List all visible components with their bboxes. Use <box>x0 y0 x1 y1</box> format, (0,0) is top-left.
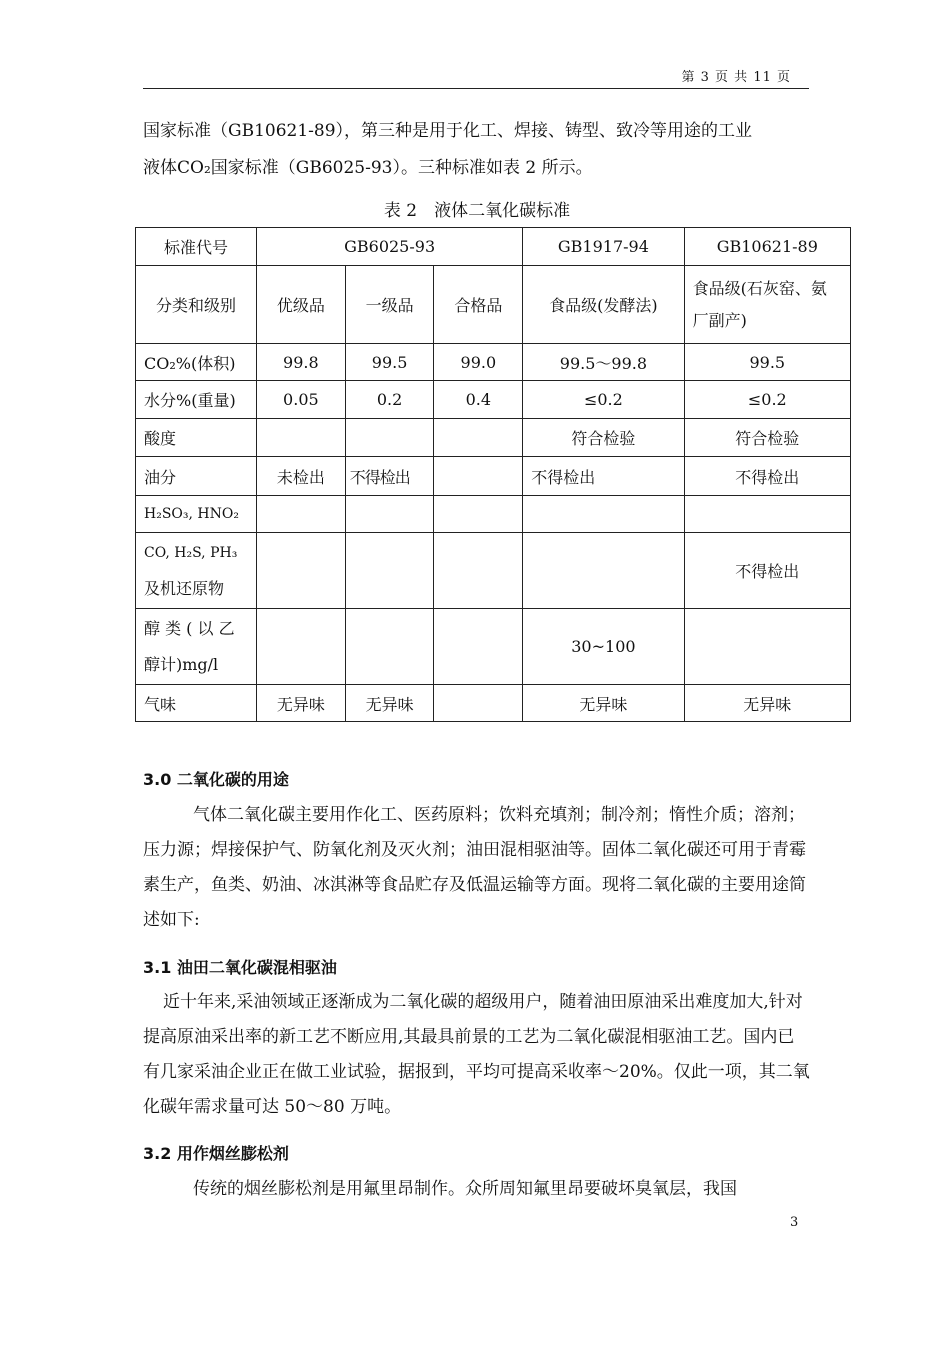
section-3-2-heading: 3.2 用作烟丝膨松剂 <box>143 1144 289 1163</box>
table-cell: 99.5 <box>345 344 434 381</box>
table-cell: 0.2 <box>345 381 434 419</box>
table-cell <box>434 685 523 722</box>
table-cell <box>434 419 523 457</box>
table-cell <box>434 496 523 533</box>
table-cell <box>434 533 523 609</box>
table-cell <box>136 609 257 685</box>
table-cell: 合格品 <box>434 266 523 344</box>
table-row <box>136 419 851 457</box>
table-cell: 无异味 <box>684 685 850 722</box>
alcohol-label-line1: 醇 类 ( 以 乙 <box>144 618 235 638</box>
table-cell: 99.5～99.8 <box>523 344 684 381</box>
table-cell <box>345 496 434 533</box>
intro-line-2: 液体CO₂国家标准（GB6025-93）。三种标准如表 2 所示。 <box>143 158 593 178</box>
table-row <box>136 228 851 266</box>
section-3-0-heading: 3.0 二氧化碳的用途 <box>143 770 289 789</box>
co2-standard-table <box>135 227 851 722</box>
table-cell: 水分%(重量) <box>136 381 257 419</box>
table-row <box>136 381 851 419</box>
alcohol-label-line2: 醇计)mg/l <box>144 654 219 674</box>
page-number: 3 <box>790 1215 799 1230</box>
table-cell: 未检出 <box>257 457 346 496</box>
table-cell: 一级品 <box>345 266 434 344</box>
table-cell: 0.4 <box>434 381 523 419</box>
table-cell: 标准代号 <box>136 228 257 266</box>
table-cell <box>345 609 434 685</box>
table-cell <box>257 419 346 457</box>
table-cell: 0.05 <box>257 381 346 419</box>
page-header-text: 第 3 页 共 11 页 <box>681 70 791 85</box>
table-cell <box>345 533 434 609</box>
table-cell: 食品级(发酵法) <box>523 266 684 344</box>
intro-line-1: 国家标准（GB10621-89），第三种是用于化工、焊接、铸型、致冷等用途的工业 <box>143 121 753 141</box>
table-row <box>136 685 851 722</box>
table-cell: 99.0 <box>434 344 523 381</box>
table-row <box>136 266 851 344</box>
section-3-1-body: 近十年来,采油领域正逐渐成为二氧化碳的超级用户，随着油田原油采出难度加大,针对提高原油采出率的新工艺不断应用,其最具前景的工艺为二氧化碳混相驱油工艺。国内已有几家采油企业正在做工业试验，据报到，平均可提高采收率～20%。仅此一项，其二氧化碳年需求量可达 50～80 万吨。 <box>143 992 810 1117</box>
table-cell: 不得检出 <box>684 457 850 496</box>
table-cell <box>523 496 684 533</box>
table-cell <box>684 609 850 685</box>
reducing-label-line1: CO, H₂S, PH₃ <box>144 544 238 561</box>
table-cell: GB6025-93 <box>257 228 523 266</box>
table-cell: 30~100 <box>523 609 684 685</box>
section-3-2-body: 传统的烟丝膨松剂是用氟里昂制作。众所周知氟里昂要破坏臭氧层，我国 <box>193 1179 737 1199</box>
table-cell: 油分 <box>136 457 257 496</box>
table-cell: CO₂%(体积) <box>136 344 257 381</box>
table-cell: 不得检出 <box>523 457 684 496</box>
table-cell <box>523 533 684 609</box>
table-cell: 不得检出 <box>684 533 850 609</box>
table-cell: GB10621-89 <box>684 228 850 266</box>
table-cell: 无异味 <box>257 685 346 722</box>
table-cell: 符合检验 <box>684 419 850 457</box>
table-row <box>136 496 851 533</box>
table-row <box>136 609 851 685</box>
table-cell <box>257 609 346 685</box>
table-row <box>136 344 851 381</box>
table-cell: 符合检验 <box>523 419 684 457</box>
table-cell: 不得检出 <box>345 457 434 496</box>
table-cell: ≤0.2 <box>523 381 684 419</box>
table-cell: H₂SO₃, HNO₂ <box>136 496 257 533</box>
section-3-0-body: 气体二氧化碳主要用作化工、医药原料；饮料充填剂；制冷剂；惰性介质；溶剂；压力源；焊接保护气、防氧化剂及灭火剂；油田混相驱油等。固体二氧化碳还可用于青霉素生产，鱼类、奶油、冰淇淋等食品贮存及低温运输等方面。现将二氧化碳的主要用途简述如下: <box>143 805 806 930</box>
table-caption: 表 2 液体二氧化碳标准 <box>383 201 571 221</box>
table-cell: GB1917-94 <box>523 228 684 266</box>
table-cell <box>345 419 434 457</box>
table-cell <box>684 496 850 533</box>
page-header <box>143 66 809 89</box>
table-cell: 99.5 <box>684 344 850 381</box>
table-row <box>136 457 851 496</box>
table-cell: 无异味 <box>345 685 434 722</box>
table-cell: 食品级(石灰窑、氨厂副产) <box>684 266 850 344</box>
table-cell <box>257 533 346 609</box>
table-row <box>136 533 851 609</box>
table-cell <box>257 496 346 533</box>
table-cell: 优级品 <box>257 266 346 344</box>
table-cell: 分类和级别 <box>136 266 257 344</box>
table-cell: ≤0.2 <box>684 381 850 419</box>
table-cell: 无异味 <box>523 685 684 722</box>
reducing-label-line2: 及机还原物 <box>144 578 225 598</box>
table-cell: 99.8 <box>257 344 346 381</box>
table-cell: 气味 <box>136 685 257 722</box>
table-cell <box>434 457 523 496</box>
table-cell: 酸度 <box>136 419 257 457</box>
table-cell <box>434 609 523 685</box>
table-cell <box>136 533 257 609</box>
section-3-1-heading: 3.1 油田二氧化碳混相驱油 <box>143 958 337 977</box>
